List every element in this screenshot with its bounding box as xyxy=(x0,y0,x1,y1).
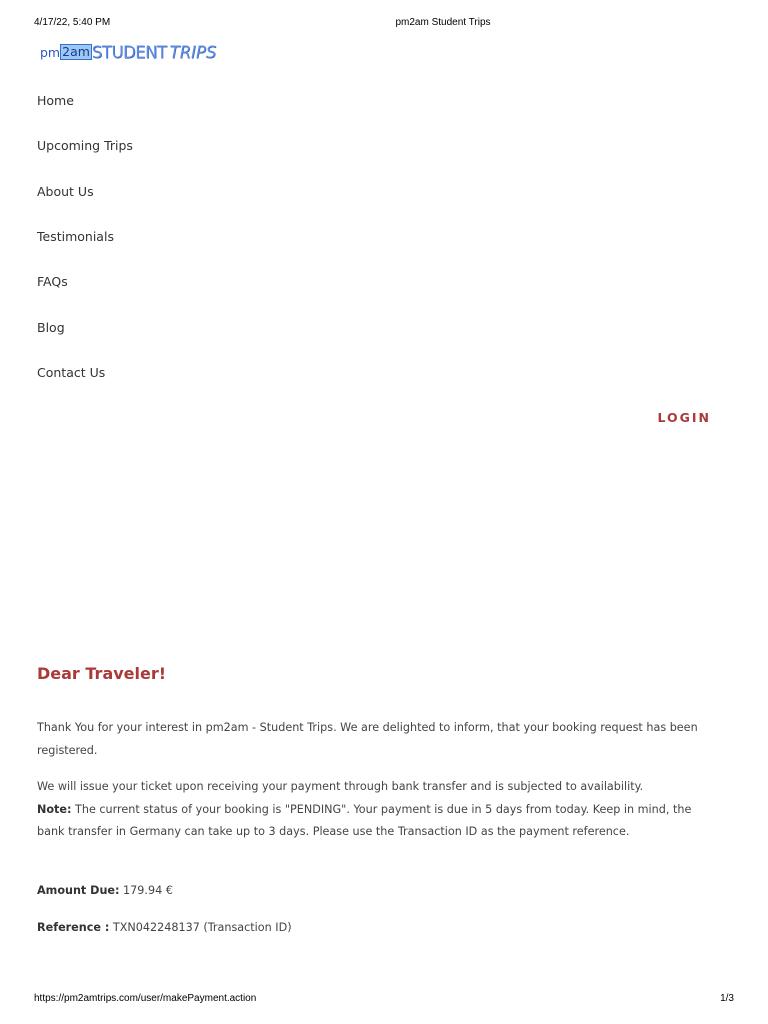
payment-note xyxy=(37,799,717,844)
note-label: Note: xyxy=(37,802,72,816)
logo-text-2am: 2am xyxy=(62,44,90,59)
nav-item-upcoming-trips[interactable]: Upcoming Trips xyxy=(37,138,133,153)
print-header xyxy=(0,17,768,31)
payment-info xyxy=(37,776,717,844)
print-page-number: 1/3 xyxy=(720,993,734,1004)
print-url: https://pm2amtrips.com/user/makePayment.action xyxy=(34,993,257,1004)
note-text: The current status of your booking is "PENDING". Your payment is due in 5 days from today. Keep in mind, the bank transfer in Germany can take up to 3 days. Please use the Transaction ID as the payment reference. xyxy=(37,802,692,838)
amount-due-label: Amount Due: xyxy=(37,884,120,897)
logo-text-pm: pm xyxy=(40,44,61,60)
amount-due-value: 179.94 € xyxy=(119,884,173,897)
logo-text-trips: TRIPS xyxy=(169,42,217,62)
login-link[interactable]: LOGIN xyxy=(657,410,711,425)
nav-item-faqs[interactable]: FAQs xyxy=(37,274,68,289)
print-datetime: 4/17/22, 5:40 PM xyxy=(34,17,111,28)
reference-row xyxy=(37,917,717,940)
intro-paragraph xyxy=(37,717,717,762)
intro-text: Thank You for your interest in pm2am - Student Trips. We are delighted to inform, that your booking request has been registered. xyxy=(37,721,698,757)
nav-item-blog[interactable]: Blog xyxy=(37,320,65,335)
reference-label: Reference : xyxy=(37,921,110,934)
nav-item-home[interactable]: Home xyxy=(37,93,74,108)
reference-value: TXN042248137 (Transaction ID) xyxy=(109,921,292,934)
nav-item-about-us[interactable]: About Us xyxy=(37,184,94,199)
nav-item-testimonials[interactable]: Testimonials xyxy=(37,229,114,244)
logo-text-student: STUDENT xyxy=(91,42,167,62)
payment-instruction: We will issue your ticket upon receiving your payment through bank transfer and is subjected to availability. xyxy=(37,780,644,793)
print-page-title: pm2am Student Trips xyxy=(395,17,491,28)
site-logo[interactable] xyxy=(40,42,216,62)
amount-due-row xyxy=(37,880,717,903)
greeting-heading: Dear Traveler! xyxy=(37,664,167,683)
print-footer xyxy=(0,993,768,1007)
nav-item-contact-us[interactable]: Contact Us xyxy=(37,365,106,380)
